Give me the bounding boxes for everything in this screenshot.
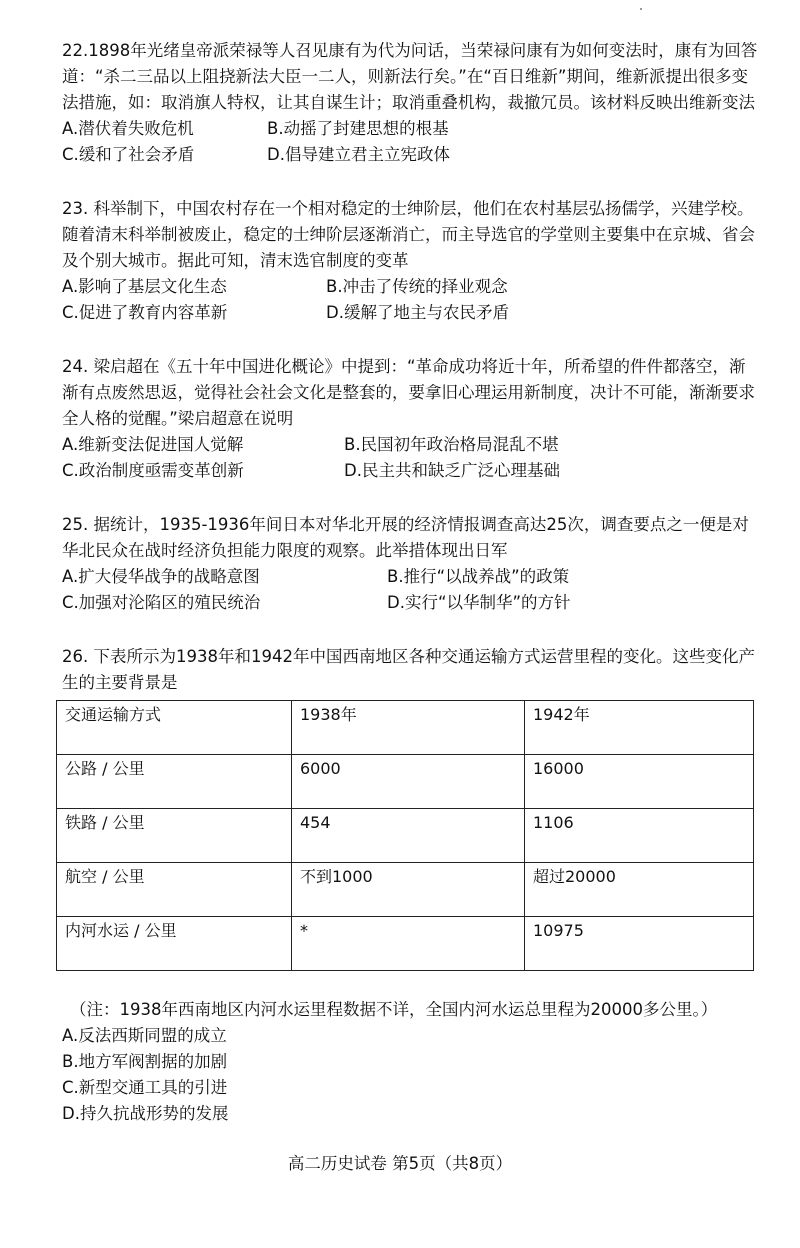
table-row <box>57 863 754 917</box>
option-d: D.倡导建立君主立宪政体 <box>267 145 450 164</box>
table-row <box>57 809 754 863</box>
table-cell: 公路 / 公里 <box>57 755 292 809</box>
option-c: C.促进了教育内容革新 <box>62 303 228 322</box>
scan-speck <box>640 8 642 10</box>
option-d: D.实行“以华制华”的方针 <box>387 593 571 612</box>
option-d: D.缓解了地主与农民矛盾 <box>326 303 509 322</box>
table-cell: 6000 <box>292 755 525 809</box>
table-cell: 16000 <box>525 755 754 809</box>
question-22 <box>62 38 762 168</box>
question-26 <box>62 644 762 1127</box>
table-cell: 内河水运 / 公里 <box>57 917 292 971</box>
question-stem: 25. 据统计，1935-1936年间日本对华北开展的经济情报调查高达25次，调查要点之一便是对华北民众在战时经济负担能力限度的观察。此举措体现出日军 <box>62 515 749 560</box>
question-stem: 23. 科举制下，中国农村存在一个相对稳定的士绅阶层，他们在农村基层弘扬儒学，兴建学校。随着清末科举制被废止，稳定的士绅阶层逐渐消亡，而主导选官的学堂则主要集中在京城、省会及个别大城市。据此可知，清末选官制度的变革 <box>62 199 755 270</box>
table-cell: 10975 <box>525 917 754 971</box>
options <box>62 116 762 168</box>
table-cell: 454 <box>292 809 525 863</box>
table-header-row <box>57 701 754 755</box>
option-c: C.新型交通工具的引进 <box>62 1078 228 1097</box>
table-cell: 1106 <box>525 809 754 863</box>
table-cell: * <box>292 917 525 971</box>
option-b: B.民国初年政治格局混乱不堪 <box>344 435 559 454</box>
option-b: B.地方军阀割据的加剧 <box>62 1052 228 1071</box>
table-cell: 航空 / 公里 <box>57 863 292 917</box>
question-23 <box>62 196 762 326</box>
option-d: D.持久抗战形势的发展 <box>62 1104 229 1123</box>
question-stem: 22.1898年光绪皇帝派荣禄等人召见康有为代为问话，当荣禄问康有为如何变法时，康有为回答道：“杀二三品以上阻挠新法大臣一二人，则新法行矣。”在“百日维新”期间，维新派提出很多变法措施，如：取消旗人特权，让其自谋生计；取消重叠机构，裁撤冗员。该材料反映出维新变法 <box>62 41 758 112</box>
option-c: C.政治制度亟需变革创新 <box>62 461 244 480</box>
option-c: C.加强对沦陷区的殖民统治 <box>62 593 261 612</box>
question-24 <box>62 354 762 484</box>
table-row <box>57 755 754 809</box>
question-stem: 26. 下表所示为1938年和1942年中国西南地区各种交通运输方式运营里程的变化。这些变化产生的主要背景是 <box>62 647 755 692</box>
table-header-cell: 1942年 <box>525 701 754 755</box>
table-cell: 不到1000 <box>292 863 525 917</box>
options <box>62 432 762 484</box>
options <box>62 274 762 326</box>
option-d: D.民主共和缺乏广泛心理基础 <box>344 461 560 480</box>
table-header-cell: 1938年 <box>292 701 525 755</box>
table-cell: 铁路 / 公里 <box>57 809 292 863</box>
table-cell: 超过20000 <box>525 863 754 917</box>
question-stem: 24. 梁启超在《五十年中国进化概论》中提到：“革命成功将近十年，所希望的件件都落空，渐渐有点废然思返，觉得社会社会文化是整套的，要拿旧心理运用新制度，决计不可能，渐渐要求全人格的觉醒。”梁启超意在说明 <box>62 357 755 428</box>
option-a: A.扩大侵华战争的战略意图 <box>62 567 260 586</box>
option-a: A.反法西斯同盟的成立 <box>62 1026 227 1045</box>
option-c: C.缓和了社会矛盾 <box>62 145 195 164</box>
option-b: B.冲击了传统的择业观念 <box>326 277 508 296</box>
transport-table <box>56 700 754 971</box>
options <box>62 1023 762 1127</box>
exam-page <box>62 38 762 1127</box>
option-b: B.推行“以战养战”的政策 <box>387 567 570 586</box>
option-a: A.维新变法促进国人觉解 <box>62 435 244 454</box>
option-b: B.动摇了封建思想的根基 <box>267 119 449 138</box>
options <box>62 564 762 616</box>
table-row <box>57 917 754 971</box>
page-footer: 高二历史试卷 第5页（共8页） <box>287 1154 513 1173</box>
question-25 <box>62 512 762 616</box>
option-a: A.影响了基层文化生态 <box>62 277 227 296</box>
table-note: （注：1938年西南地区内河水运里程数据不详，全国内河水运总里程为20000多公里。） <box>70 1000 718 1019</box>
table-header-cell: 交通运输方式 <box>57 701 292 755</box>
option-a: A.潜伏着失败危机 <box>62 119 194 138</box>
